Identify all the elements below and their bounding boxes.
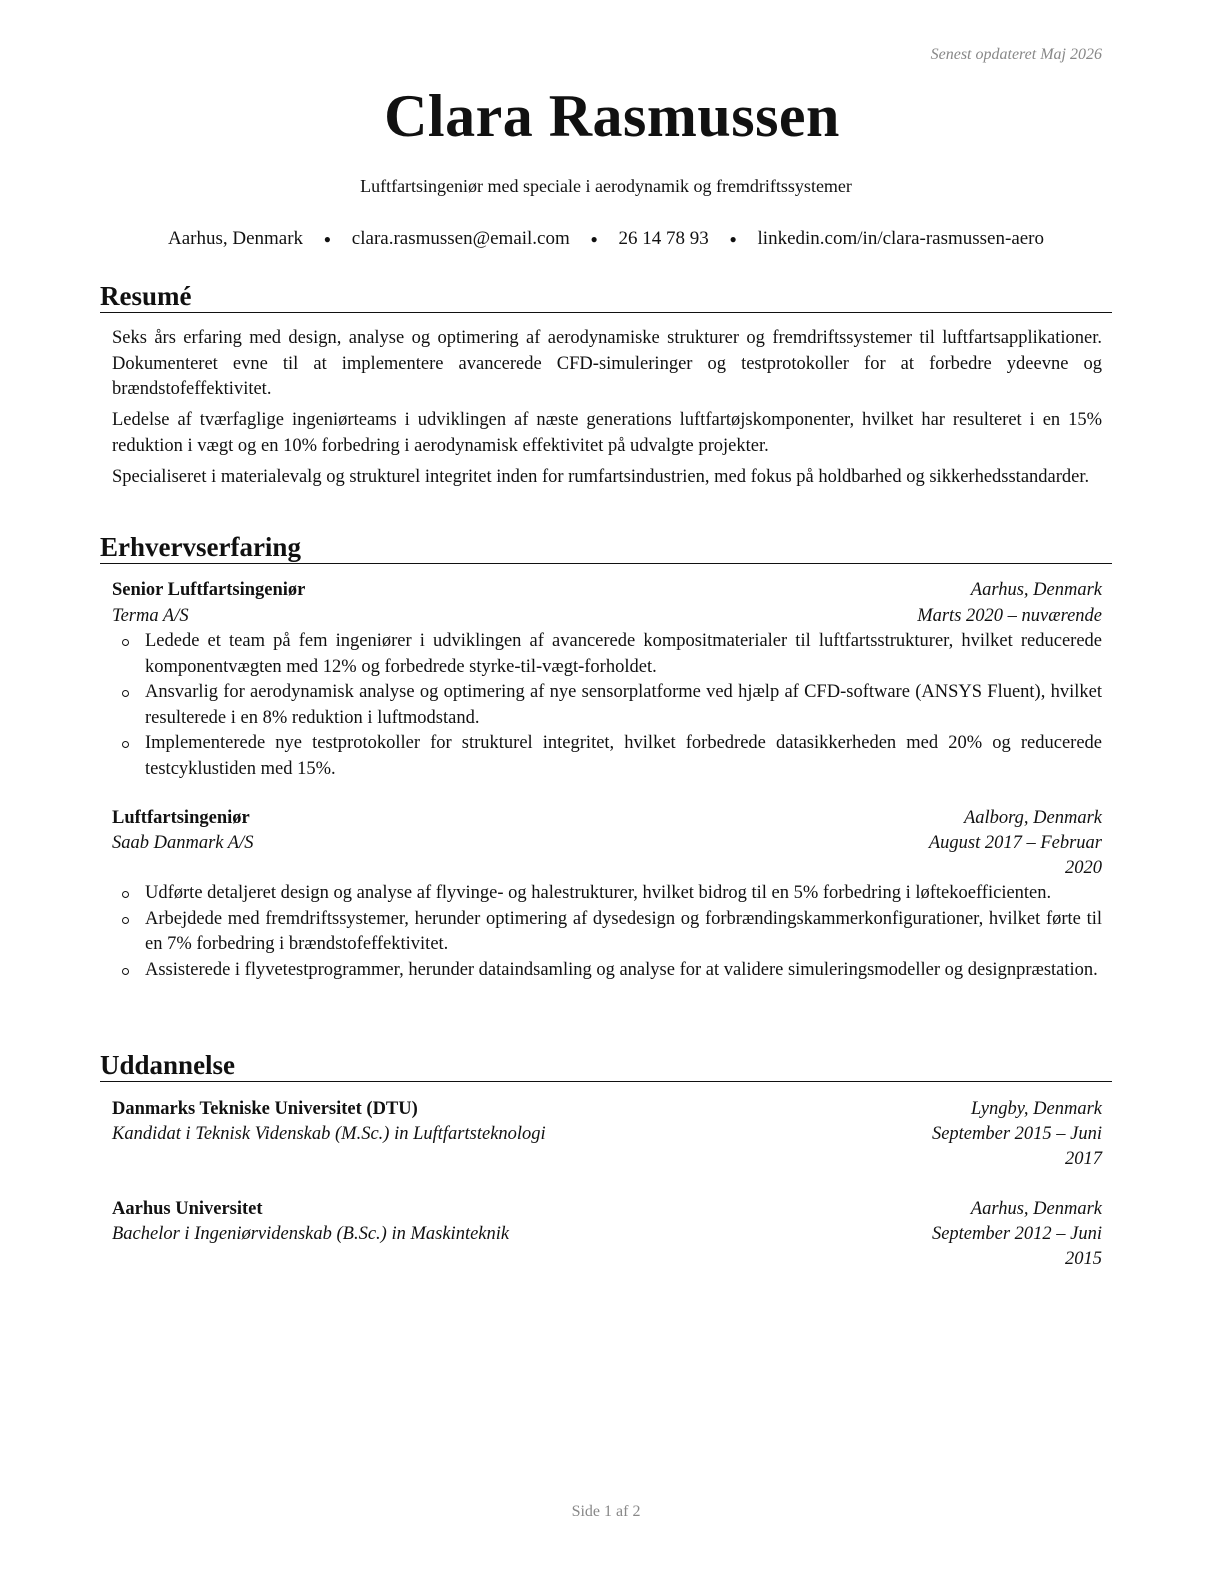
candidate-name: Clara Rasmussen bbox=[384, 83, 840, 149]
degree: Kandidat i Teknisk Videnskab (M.Sc.) in Luftfartsteknologi bbox=[112, 1124, 546, 1144]
job-bullets bbox=[112, 881, 1102, 983]
page-number: Side 1 af 2 bbox=[571, 1503, 641, 1520]
list-item bbox=[112, 881, 1102, 907]
list-item bbox=[112, 907, 1102, 958]
bullet-text: Implementerede nye testprotokoller for strukturel integritet, hvilket forbedrede datasikkerheden med 20% og reducerede testcyklustiden med 15%. bbox=[145, 733, 1102, 779]
contact-email[interactable]: clara.rasmussen@email.com bbox=[351, 228, 570, 249]
contact-line bbox=[0, 228, 1212, 250]
job-subheader bbox=[112, 604, 1102, 629]
job-bullets bbox=[112, 629, 1102, 782]
bullet-separator: ● bbox=[323, 232, 332, 247]
school-name: Danmarks Tekniske Universitet (DTU) bbox=[112, 1099, 418, 1119]
list-item bbox=[112, 958, 1102, 984]
education-subheader bbox=[112, 1222, 1102, 1247]
bullet-icon bbox=[122, 690, 129, 697]
education-dates-continued bbox=[112, 1147, 1102, 1172]
job-dates-year: 2020 bbox=[1065, 858, 1102, 878]
education-dates-continued bbox=[112, 1247, 1102, 1272]
education-dates-year: 2015 bbox=[1065, 1249, 1102, 1269]
contact-linkedin[interactable]: linkedin.com/in/clara-rasmussen-aero bbox=[757, 228, 1045, 249]
summary-paragraph: Ledelse af tværfaglige ingeniørteams i udviklingen af næste generations luftfartøjskomponenter, hvilket har resulteret i en 15% reduktion i vægt og en 10% forbedring i aerodynamisk effektivitet på udvalgte projekter. bbox=[112, 410, 1102, 456]
bullet-separator: ● bbox=[729, 232, 737, 247]
summary-paragraph: Specialiseret i materialevalg og strukturel integritet inden for rumfartsindustrien, med fokus på holdbarhed og sikkerhedsstandarder. bbox=[112, 467, 1090, 487]
job-company: Terma A/S bbox=[112, 606, 189, 626]
bullet-text: Assisterede i flyvetestprogrammer, herunder dataindsamling og analyse for at validere simuleringsmodeller og designpræstation. bbox=[145, 959, 1098, 980]
education-header bbox=[112, 1097, 1102, 1122]
education-header bbox=[112, 1197, 1102, 1222]
job-role: Senior Luftfartsingeniør bbox=[112, 580, 306, 600]
education-dates: September 2015 – Juni bbox=[931, 1124, 1102, 1144]
job-header bbox=[112, 578, 1102, 603]
degree: Bachelor i Ingeniørvidenskab (B.Sc.) in Maskinteknik bbox=[112, 1224, 510, 1244]
bullet-text: Ansvarlig for aerodynamisk analyse og optimering af nye sensorplatforme ved hjælp af CFD-software (ANSYS Fluent), hvilket resulterede i en 8% reduktion i luftmodstand. bbox=[145, 682, 1102, 728]
bullet-icon bbox=[122, 917, 129, 924]
bullet-icon bbox=[122, 741, 129, 748]
tagline: Luftfartsingeniør med speciale i aerodynamik og fremdriftssystemer bbox=[360, 176, 852, 196]
job-subheader bbox=[112, 831, 1102, 856]
education-dates-year: 2017 bbox=[1065, 1149, 1102, 1169]
school-location: Lyngby, Denmark bbox=[971, 1099, 1102, 1119]
last-updated: Senest opdateret Maj 2026 bbox=[930, 46, 1102, 63]
bullet-text: Arbejdede med fremdriftssystemer, herunder optimering af dysedesign og forbrændingskammerkonfigurationer, hvilket førte til en 7% forbedring i brændstofeffektivitet. bbox=[145, 908, 1102, 954]
bullet-separator: ● bbox=[590, 232, 598, 247]
job-dates-continued bbox=[112, 856, 1102, 881]
list-item bbox=[112, 629, 1102, 680]
contact-location: Aarhus, Denmark bbox=[167, 228, 304, 249]
list-item bbox=[112, 680, 1102, 731]
summary-paragraph: Seks års erfaring med design, analyse og optimering af aerodynamiske strukturer og fremdriftssystemer til luftfartsapplikationer. Dokumenteret evne til at implementere avancerede CFD-simuleringer og testprotokoller for at forbedre ydeevne og brændstofeffektivitet. bbox=[112, 328, 1102, 399]
school-location: Aarhus, Denmark bbox=[970, 1199, 1102, 1219]
education-dates: September 2012 – Juni bbox=[931, 1224, 1102, 1244]
bullet-text: Udførte detaljeret design og analyse af flyvinge- og halestrukturer, hvilket bidrog til en 5% forbedring i løftekoefficienten. bbox=[145, 883, 1052, 903]
bullet-icon bbox=[122, 639, 129, 646]
section-title-summary: Resumé bbox=[100, 281, 1112, 313]
job-company: Saab Danmark A/S bbox=[112, 833, 254, 853]
job-dates: Marts 2020 – nuværende bbox=[917, 606, 1102, 626]
job-location: Aalborg, Denmark bbox=[963, 808, 1102, 828]
bullet-icon bbox=[122, 968, 129, 975]
bullet-text: Ledede et team på fem ingeniører i udviklingen af avancerede kompositmaterialer til luftfartsstrukturer, hvilket reducerede komponentvægten med 12% og forbedrede styrke-til-vægt-forholdet. bbox=[145, 631, 1102, 677]
list-item bbox=[112, 731, 1102, 782]
bullet-icon bbox=[122, 891, 129, 898]
job-location: Aarhus, Denmark bbox=[970, 580, 1102, 600]
contact-phone: 26 14 78 93 bbox=[618, 228, 709, 249]
education-subheader bbox=[112, 1122, 1102, 1147]
section-title-education: Uddannelse bbox=[100, 1050, 1112, 1082]
job-dates: August 2017 – Februar bbox=[928, 833, 1102, 853]
job-header bbox=[112, 806, 1102, 831]
school-name: Aarhus Universitet bbox=[112, 1199, 263, 1219]
section-title-experience: Erhvervserfaring bbox=[100, 532, 1112, 564]
job-role: Luftfartsingeniør bbox=[112, 808, 250, 828]
